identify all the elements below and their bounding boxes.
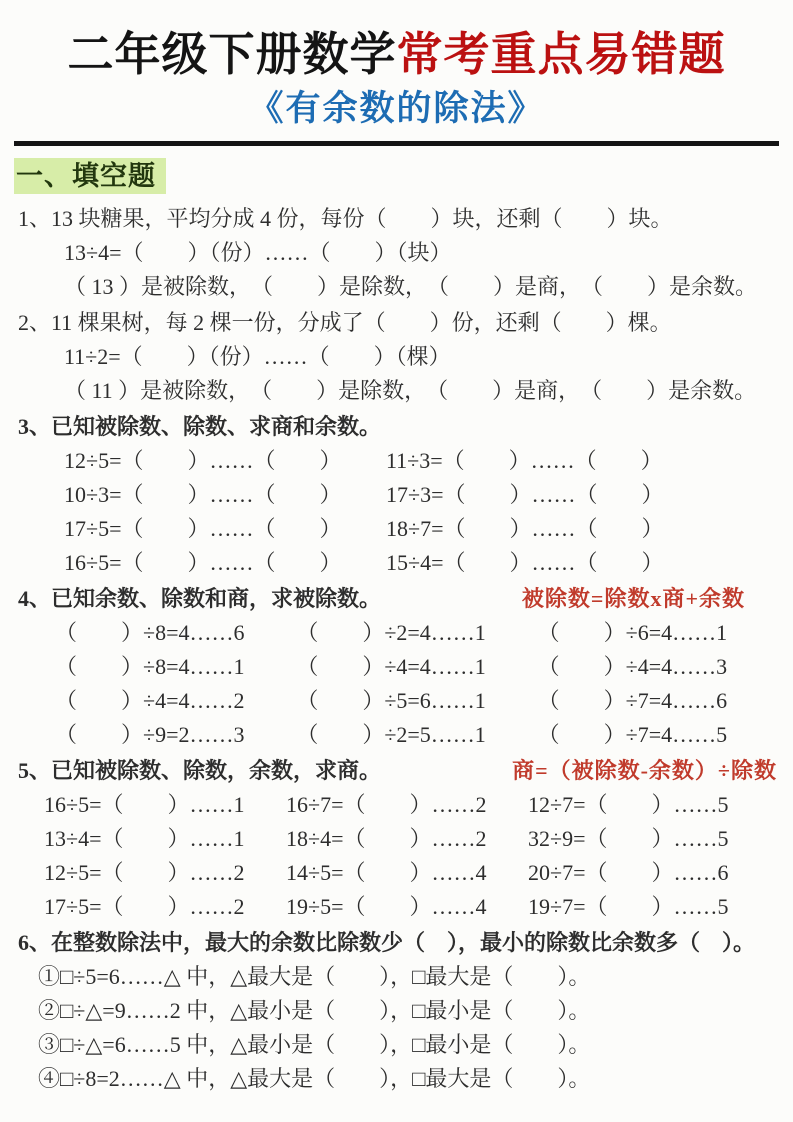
q5-row [14,788,779,822]
q4-heading: 4、已知余数、除数和商，求被除数。 [18,586,382,611]
q4-item: （ ）÷8=4……6 [55,620,245,645]
q3-row [14,512,779,546]
q4-row [14,616,779,650]
q4-item: （ ）÷5=6……1 [296,688,486,713]
q5-row [14,890,779,924]
q5-item: 13÷4=（ ）……1 [44,826,245,851]
q5-formula: 商=（被除数-余数）÷除数 [512,758,777,783]
q2-equation: 11÷2=（ ）（份）……（ ）（棵） [64,344,451,369]
section-heading-row [14,158,779,194]
q4-formula: 被除数=除数x商+余数 [521,586,745,611]
q5-item: 19÷7=（ ）……5 [528,894,729,919]
q4-item: （ ）÷8=4……1 [55,654,245,679]
q3-item: 18÷7=（ ）……（ ） [386,516,664,541]
q3-item: 11÷3=（ ）……（ ） [386,448,663,473]
page-title [14,26,779,84]
q5-item: 12÷5=（ ）……2 [44,860,245,885]
q5-item: 16÷7=（ ）……2 [286,792,487,817]
q4-row [14,650,779,684]
q1-equation: 13÷4=（ ）（份）……（ ）（块） [64,240,452,265]
q5-item: 32÷9=（ ）……5 [528,826,729,851]
q2-stem: 2、11 棵果树，每 2 棵一份，分成了（ ）份，还剩（ ）棵。 [18,310,672,335]
q3-item: 10÷3=（ ）……（ ） [64,482,342,507]
q5-row [14,856,779,890]
q3-row [14,478,779,512]
q3-row [14,546,779,580]
title-grade-part: 二年级下册数学 [67,29,397,80]
q5-item: 18÷4=（ ）……2 [286,826,487,851]
q4-item: （ ）÷4=4……3 [537,654,728,679]
q4-item: （ ）÷2=5……1 [296,722,486,747]
q5-item: 17÷5=（ ）……2 [44,894,245,919]
page-subtitle: 《有余数的除法》 [248,89,545,128]
q5-heading: 5、已知被除数、除数，余数，求商。 [18,758,382,783]
q1-stem: 1、13 块糖果，平均分成 4 份，每份（ ）块，还剩（ ）块。 [18,206,673,231]
q4-row [14,684,779,718]
q3-item: 12÷5=（ ）……（ ） [64,448,342,473]
question-2 [14,306,779,408]
q5-item: 14÷5=（ ）……4 [286,860,487,885]
q5-item: 16÷5=（ ）……1 [44,792,245,817]
q4-heading-row [14,582,779,616]
q6-heading: 6、在整数除法中，最大的余数比除数少（ ），最小的除数比余数多（ ）。 [18,930,756,955]
question-4 [14,582,779,752]
q3-item: 15÷4=（ ）……（ ） [386,550,664,575]
question-1 [14,202,779,304]
q4-item: （ ）÷9=2……3 [55,722,245,747]
q4-item: （ ）÷2=4……1 [296,620,486,645]
q3-item: 17÷3=（ ）……（ ） [386,482,664,507]
title-topic-part: 常考重点易错题 [396,29,726,80]
q3-item: 16÷5=（ ）……（ ） [64,550,342,575]
question-5 [14,754,779,924]
q2-terms: （ 11 ）是被除数， （ ）是除数， （ ）是商， （ ）是余数。 [64,378,757,403]
q6-subitem: ②□÷△=9……2 中，△最小是（ ），□最小是（ ）。 [38,998,591,1023]
q4-item: （ ）÷7=4……6 [537,688,728,713]
q6-subitem: ③□÷△=6……5 中，△最小是（ ），□最小是（ ）。 [38,1032,591,1057]
q4-item: （ ）÷6=4……1 [537,620,728,645]
question-3 [14,410,779,580]
double-rule-divider [14,141,779,146]
q5-item: 12÷7=（ ）……5 [528,792,729,817]
q4-row [14,718,779,752]
q3-row [14,444,779,478]
q6-subitem: ①□÷5=6……△ 中，△最大是（ ），□最大是（ ）。 [38,964,591,989]
q3-item: 17÷5=（ ）……（ ） [64,516,342,541]
q5-item: 20÷7=（ ）……6 [528,860,729,885]
q4-item: （ ）÷4=4……1 [296,654,486,679]
question-6 [14,926,779,1096]
q5-item: 19÷5=（ ）……4 [286,894,487,919]
section-heading: 一、填空题 [14,158,166,194]
q3-heading: 3、已知被除数、除数、求商和余数。 [18,414,382,439]
q4-item: （ ）÷7=4……5 [537,722,728,747]
q5-row [14,822,779,856]
q6-subitem: ④□÷8=2……△ 中，△最大是（ ），□最大是（ ）。 [38,1066,591,1091]
q5-heading-row [14,754,779,788]
q1-terms: （ 13 ）是被除数， （ ）是除数， （ ）是商， （ ）是余数。 [64,274,758,299]
q4-item: （ ）÷4=4……2 [55,688,245,713]
